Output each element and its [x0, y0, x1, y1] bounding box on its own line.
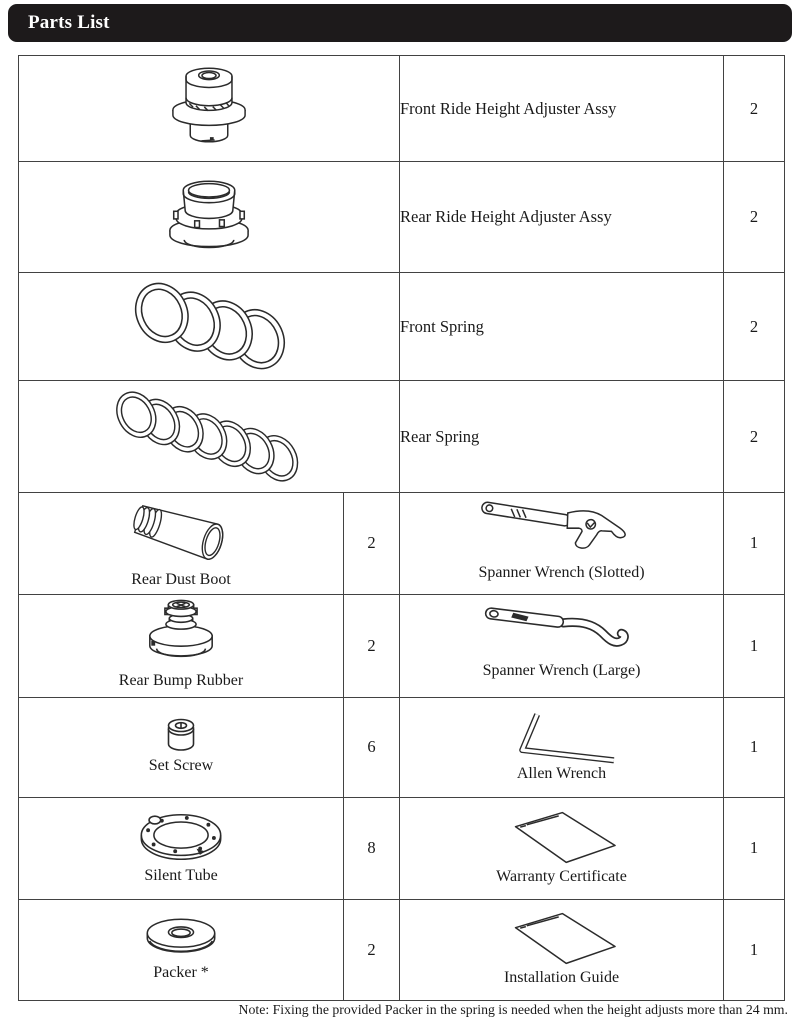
- part-qty: 2: [724, 162, 785, 273]
- part-qty: 2: [724, 56, 785, 162]
- table-row: [19, 797, 785, 899]
- part-cell: [400, 697, 724, 797]
- part-name: Rear Ride Height Adjuster Assy: [400, 162, 724, 273]
- part-name: Silent Tube: [144, 866, 218, 884]
- part-image-cell: [19, 162, 400, 273]
- rear-bump-rubber-image: [126, 596, 236, 672]
- part-qty: 2: [344, 594, 400, 697]
- part-name: Front Ride Height Adjuster Assy: [400, 56, 724, 162]
- part-qty: 2: [344, 493, 400, 595]
- part-name: Installation Guide: [503, 969, 620, 987]
- table-row: [19, 162, 785, 273]
- installation-guide-image: [497, 907, 627, 969]
- parts-table: [18, 55, 785, 1001]
- part-qty: 1: [724, 493, 785, 595]
- table-row: [19, 273, 785, 381]
- part-name: Spanner Wrench (Slotted): [478, 564, 645, 581]
- part-qty: 1: [724, 594, 785, 697]
- part-name: Rear Dust Boot: [131, 571, 231, 588]
- part-name: Rear Spring: [400, 381, 724, 493]
- part-qty: 8: [344, 797, 400, 899]
- part-qty: 2: [724, 381, 785, 493]
- warranty-certificate-image: [497, 806, 627, 868]
- table-row: [19, 56, 785, 162]
- part-qty: 2: [344, 899, 400, 1000]
- part-cell: [19, 899, 344, 1000]
- part-cell: [19, 493, 344, 595]
- page-title: Parts List: [28, 12, 110, 33]
- part-cell: [400, 797, 724, 899]
- footnote: Note: Fixing the provided Packer in the spring is needed when the height adjusts more than 24 mm.: [238, 1002, 788, 1017]
- part-image-cell: [19, 56, 400, 162]
- table-row: [19, 697, 785, 797]
- part-cell: [400, 594, 724, 697]
- front-spring-image: [109, 274, 309, 379]
- part-name: Rear Bump Rubber: [118, 672, 244, 690]
- packer-image: [136, 912, 226, 964]
- part-qty: 6: [344, 697, 400, 797]
- part-name: Front Spring: [400, 273, 724, 381]
- rear-spring-image: [103, 382, 315, 491]
- silent-tube-image: [131, 807, 231, 867]
- part-cell: [400, 493, 724, 595]
- part-name: Allen Wrench: [516, 764, 607, 782]
- part-cell: [19, 797, 344, 899]
- table-row: [19, 899, 785, 1000]
- front-ride-height-adjuster-image: [163, 64, 255, 154]
- part-name: Packer *: [153, 964, 209, 982]
- part-qty: 1: [724, 899, 785, 1000]
- part-cell: [400, 899, 724, 1000]
- part-qty: 2: [724, 273, 785, 381]
- part-qty: 1: [724, 697, 785, 797]
- table-row: [19, 381, 785, 493]
- part-image-cell: [19, 273, 400, 381]
- allen-wrench-image: [501, 707, 623, 765]
- part-name: Warranty Certificate: [496, 867, 627, 885]
- part-name: Set Screw: [148, 756, 214, 774]
- part-cell: [19, 594, 344, 697]
- table-row: [19, 493, 785, 595]
- spanner-wrench-large-image: [479, 607, 645, 662]
- parts-list-header: [8, 4, 792, 42]
- part-image-cell: [19, 381, 400, 493]
- part-cell: [19, 697, 344, 797]
- spanner-wrench-slotted-image: [472, 500, 652, 564]
- rear-ride-height-adjuster-image: [158, 176, 260, 258]
- set-screw-image: [160, 715, 202, 757]
- table-row: [19, 594, 785, 697]
- part-qty: 1: [724, 797, 785, 899]
- part-name: Spanner Wrench (Large): [482, 661, 641, 679]
- rear-dust-boot-image: [120, 493, 242, 571]
